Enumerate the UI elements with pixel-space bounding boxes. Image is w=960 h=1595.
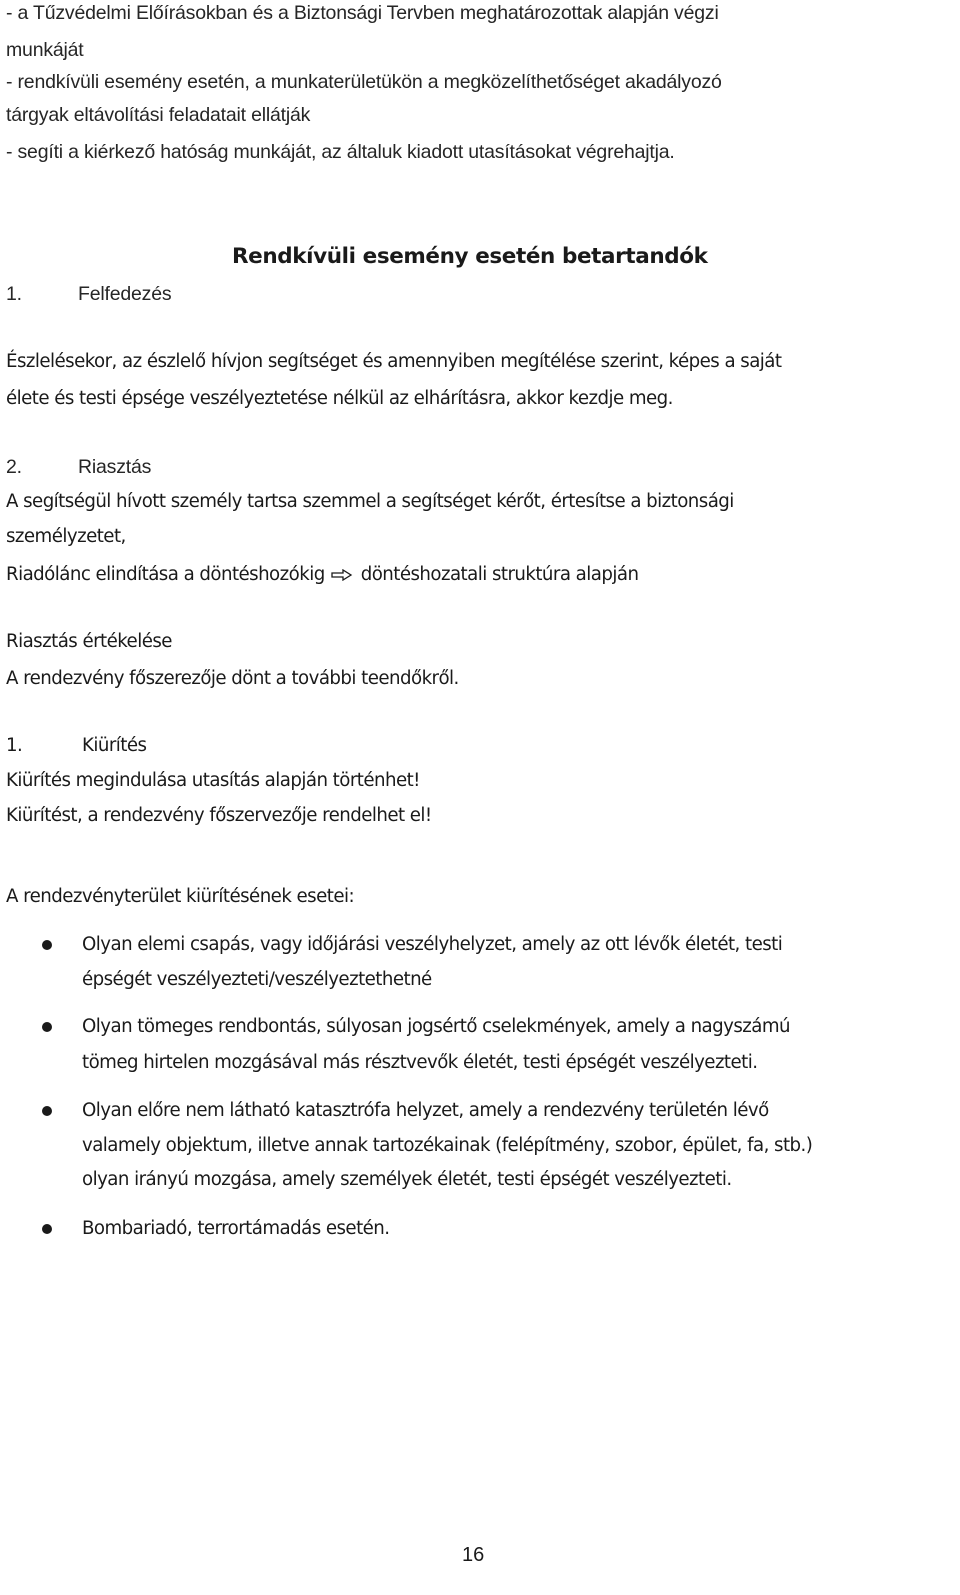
alarm-evaluation-title: Riasztás értékelése: [6, 631, 172, 652]
intro-line: tárgyak eltávolítási feladatait ellátják: [6, 104, 311, 126]
section-1-text: élete és testi épsége veszélyeztetése nélkül az elhárításra, akkor kezdje meg.: [6, 388, 673, 409]
alarm-evaluation-text: A rendezvény főszerezője dönt a további teendőkről.: [6, 668, 459, 689]
section-1-title: [6, 282, 171, 306]
case-line: valamely objektum, illetve annak tartozékainak (felépítmény, szobor, épület, fa, stb.): [82, 1135, 813, 1156]
alarm-chain-line: [6, 563, 638, 587]
section-2-text: személyzetet,: [6, 526, 126, 547]
section-2-text: A segítségül hívott személy tartsa szemmel a segítséget kérőt, értesítse a biztonsági: [6, 491, 734, 512]
evacuation-cases-title: A rendezvényterület kiürítésének esetei:: [6, 886, 355, 907]
intro-line: munkáját: [6, 39, 84, 61]
section-2-title: [6, 455, 151, 479]
section-1-label: Felfedezés: [78, 283, 172, 305]
case-line: Olyan előre nem látható katasztrófa helyzet, amely a rendezvény területén lévő: [82, 1100, 769, 1121]
bullet-dot-icon: [42, 1022, 52, 1032]
case-line: Olyan tömeges rendbontás, súlyosan jogsértő cselekmények, amely a nagyszámú: [82, 1016, 791, 1037]
bullet-dot-icon: [42, 1106, 52, 1116]
section-2-label: Riasztás: [78, 456, 152, 478]
alarm-chain-left: Riadólánc elindítása a döntéshozókig: [6, 564, 325, 585]
section-2-number: 2.: [6, 456, 22, 478]
section-1-text: Észlelésekor, az észlelő hívjon segítséget és amennyiben megítélése szerint, képes a saját: [6, 351, 782, 372]
alarm-chain-right: döntéshozatali struktúra alapján: [360, 564, 639, 585]
case-line: épségét veszélyezteti/veszélyeztethetné: [82, 969, 432, 990]
intro-line: - rendkívüli esemény esetén, a munkaterületükön a megközelíthetőséget akadályozó: [6, 71, 722, 93]
section-heading: Rendkívüli esemény esetén betartandók: [232, 244, 708, 269]
intro-line: - segíti a kiérkező hatóság munkáját, az általuk kiadott utasításokat végrehajtja.: [6, 141, 675, 163]
case-line: olyan irányú mozgása, amely személyek életét, testi épségét veszélyezteti.: [82, 1169, 732, 1190]
case-line: Bombariadó, terrortámadás esetén.: [82, 1218, 390, 1239]
case-line: Olyan elemi csapás, vagy időjárási veszélyhelyzet, amely az ott lévők életét, testi: [82, 934, 783, 955]
section-3-title: [6, 734, 146, 758]
section-3-text: Kiürítést, a rendezvény főszervezője rendelhet el!: [6, 805, 432, 826]
intro-line: - a Tűzvédelmi Előírásokban és a Biztonsági Tervben meghatározottak alapján végzi: [6, 2, 719, 24]
page-number: 16: [462, 1544, 485, 1566]
section-3-text: Kiürítés megindulása utasítás alapján történhet!: [6, 770, 420, 791]
section-3-label: Kiürítés: [82, 735, 147, 756]
bullet-dot-icon: [42, 940, 52, 950]
case-line: tömeg hirtelen mozgásával más résztvevők életét, testi épségét veszélyezteti.: [82, 1052, 758, 1073]
section-1-number: 1.: [6, 283, 22, 305]
bullet-dot-icon: [42, 1224, 52, 1234]
arrow-right-outline-icon: [331, 569, 353, 581]
section-3-number: 1.: [6, 735, 23, 756]
